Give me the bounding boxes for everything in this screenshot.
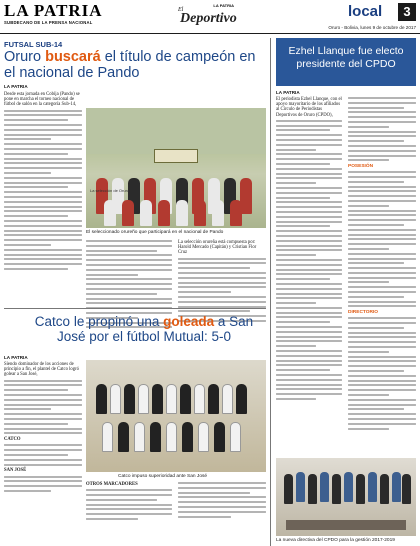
logo-el-text: El	[178, 7, 184, 13]
photo-inner-caption: La selección de Oruro	[90, 188, 130, 193]
article3-directiva-photo	[276, 458, 416, 536]
article1-headline-pre: Oruro	[4, 49, 46, 65]
article3-lead-text: El periodista Ezhel Llanque, con el apoyo mayoritario de los afiliados al Círculo de Periodistas Deportivos de Oruro (CPDO),	[276, 97, 342, 118]
article-divider	[4, 308, 266, 309]
masthead: LA PATRIA	[4, 1, 103, 20]
article1-col3	[178, 240, 266, 325]
article1-headline	[4, 50, 266, 82]
masthead-subtitle: SUBDECANO DE LA PRENSA NACIONAL	[4, 20, 93, 25]
el-deportivo-logo	[178, 3, 236, 29]
article2-col3	[178, 482, 266, 520]
logo-small-text: LA PATRIA	[213, 3, 234, 8]
dateline: Oruro - Bolivia, lunes 9 de octubre de 2017	[328, 25, 416, 30]
article2-headline-emphasis: goleada	[163, 314, 215, 329]
catco-lineup-label: CATCO	[4, 437, 21, 443]
article2-headline-post: a San José por el fútbol Mutual: 5-0	[56, 314, 254, 344]
column-divider	[270, 38, 271, 546]
article3-col2	[348, 97, 416, 432]
directorio-subhead: DIRECTORIO	[348, 310, 379, 316]
page-header	[0, 0, 420, 34]
article2-headline	[22, 315, 266, 345]
article2-photo-caption: Catco impuso superioridad ante San José	[118, 474, 208, 479]
article3-photo-caption: La nueva directiva del CPDO para la gestión 2017-2019	[276, 538, 395, 543]
article2-col2	[86, 482, 172, 523]
article1-headline-post: el título de campeón en el nacional de Pando	[4, 49, 256, 81]
article1-kicker: FUTSAL SUB-14	[4, 40, 63, 49]
directiva-table	[286, 520, 406, 530]
article1-col1-lines	[4, 110, 82, 270]
article2-lead-text: Siendo dominador de los acciones de principio a fin, el plantel de Catco logró golear a San José,	[4, 362, 79, 378]
article2-match-photo	[86, 360, 266, 472]
otros-marcadores-label: OTROS MARCADORES	[86, 482, 138, 487]
page-number: 3	[398, 3, 416, 21]
article1-col1	[4, 92, 82, 273]
logo-deportivo-text: Deportivo	[180, 11, 237, 26]
article1-headline-emphasis: buscará	[45, 49, 101, 65]
article2-headline-pre: Catco le propinó una	[34, 314, 164, 329]
article1-lead-text: Desde esta jornada en Cobija (Pando) se pone en marcha el torneo nacional de fútbol de salón en la categoría Sub-14,	[4, 92, 80, 108]
article2-byline: LA PATRIA	[4, 355, 28, 360]
article3-col1	[276, 97, 342, 403]
posesion-subhead: POSESIÓN	[348, 164, 374, 170]
sanjose-lineup-label: SAN JOSÉ	[4, 468, 27, 474]
section-label: local	[348, 3, 383, 20]
article2-col1	[4, 362, 82, 495]
article1-photo-caption: El seleccionado orureño que participará en el nacional de Pando	[86, 230, 224, 235]
article3-headline: Ezhel Llanque fue electo presidente del CPDO	[288, 45, 404, 70]
article1-team-photo	[86, 108, 266, 228]
article1-byline: LA PATRIA	[4, 84, 28, 89]
article3-headline-box	[276, 38, 416, 86]
article3-byline: LA PATRIA	[276, 90, 300, 95]
team-banner	[154, 149, 198, 163]
article1-col3-text: La selección orureña está compuesta por: Harold Mercado (Capitán) y Cristian Flor Cruz	[178, 240, 257, 256]
